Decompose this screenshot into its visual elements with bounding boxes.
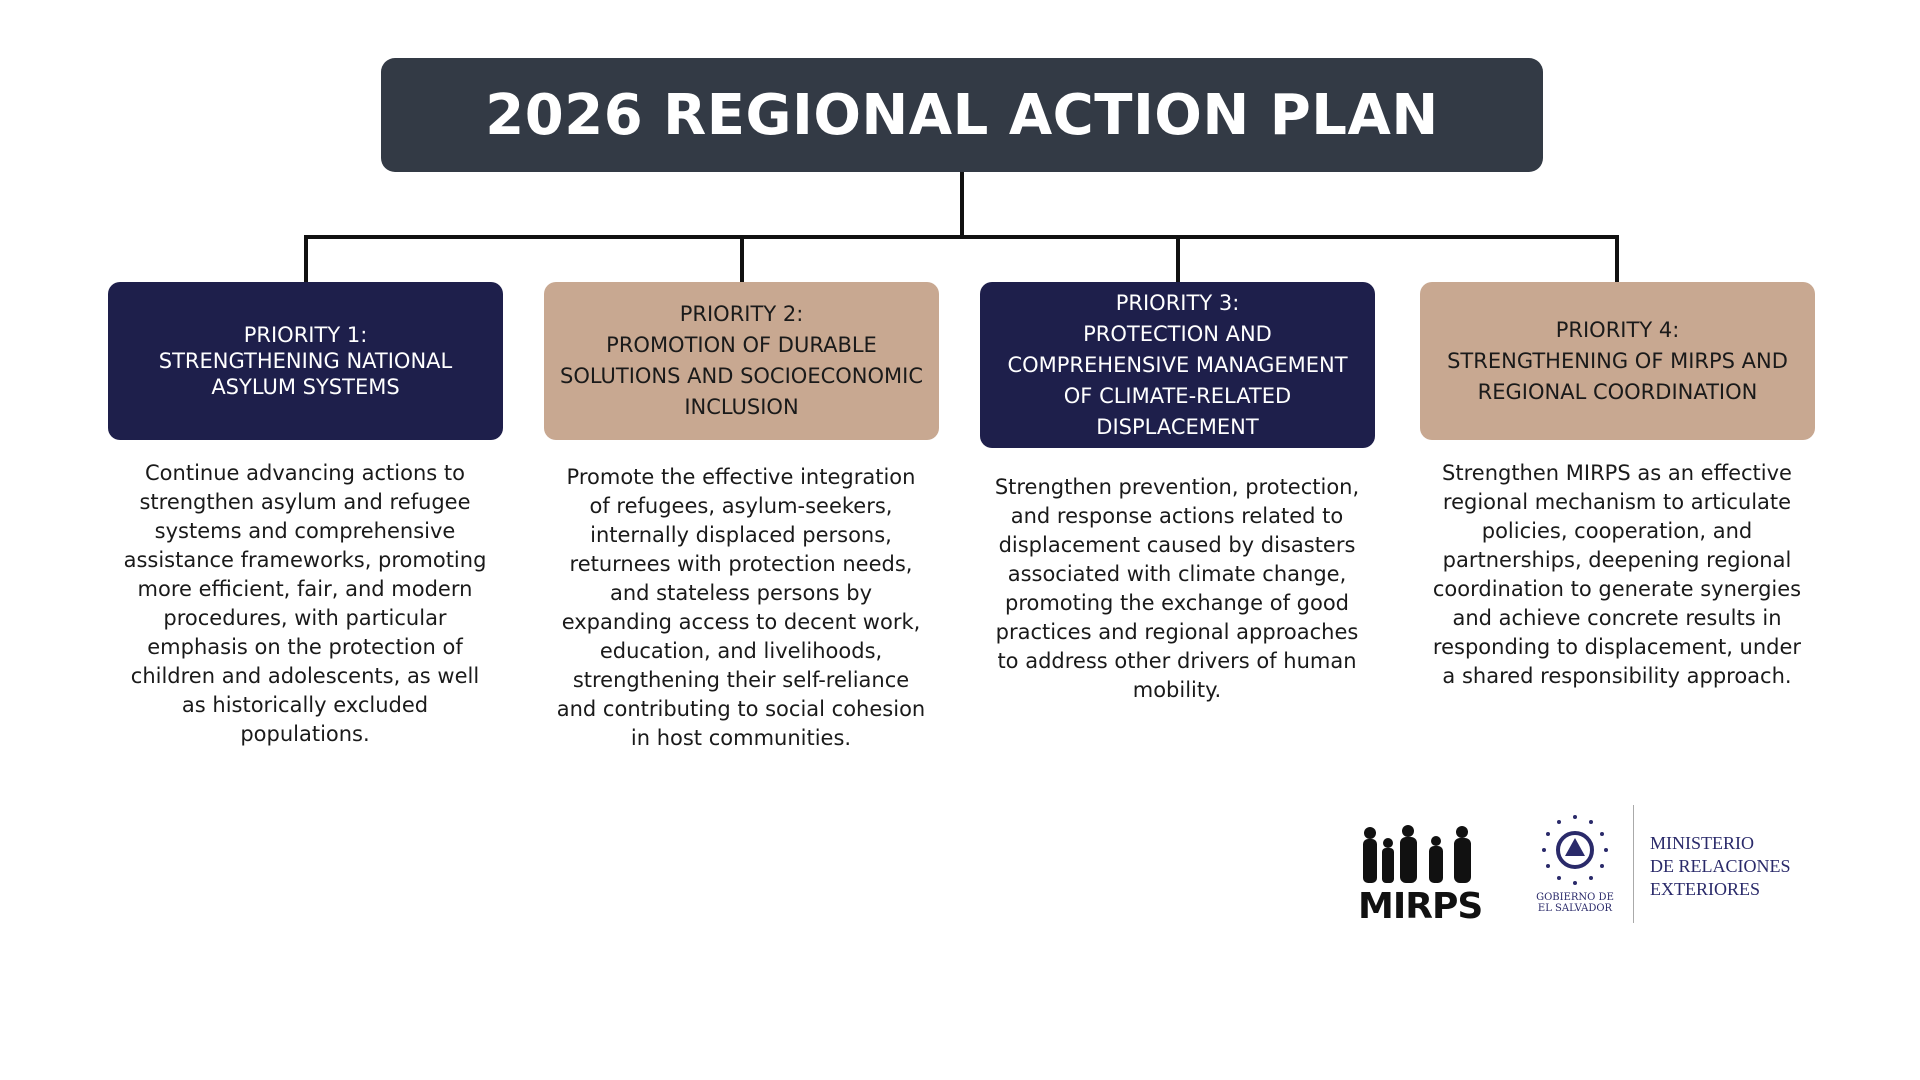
gobierno-label: GOBIERNO DE EL SALVADOR [1536, 892, 1614, 914]
priority-4-description: Strengthen MIRPS as an effective regional mechanism to articulate policies, cooperation, and partnerships, deepening regional coordination to generate synergies and achieve concrete results in responding to displacement, under a shared responsibility approach. [1432, 461, 1802, 688]
priority-1-box: PRIORITY 1: STRENGTHENING NATIONAL ASYLUM SYSTEMS [108, 282, 503, 440]
mirps-wordmark: MIRPS [1358, 886, 1483, 927]
connector-trunk [960, 172, 964, 238]
people-silhouette-icon [1358, 825, 1482, 885]
priority-1-description: Continue advancing actions to strengthen asylum and refugee systems and comprehensive assistance frameworks, promoting more efficient, fair, and modern procedures, with particular emphasis on the protection of children and adolescents, as well as historically excluded populations. [123, 461, 487, 746]
connector-drop-3 [1176, 235, 1180, 283]
priority-4-box: PRIORITY 4: STRENGTHENING OF MIRPS AND REGIONAL COORDINATION [1420, 282, 1815, 440]
page-title: 2026 REGIONAL ACTION PLAN [381, 58, 1543, 172]
priority-2-box: PRIORITY 2: PROMOTION OF DURABLE SOLUTIONS AND SOCIOECONOMIC INCLUSION [544, 282, 939, 440]
priority-3-description: Strengthen prevention, protection, and response actions related to displacement caused by disasters associated with climate change, promoting the exchange of good practices and regional approaches to address other drivers of human mobility. [994, 475, 1360, 702]
mirps-logo [1358, 825, 1488, 925]
el-salvador-seal [1530, 812, 1620, 922]
connector-drop-2 [740, 235, 744, 283]
ministerio-label: MINISTERIO DE RELACIONES EXTERIORES [1650, 833, 1791, 899]
priority-2-description: Promote the effective integration of refugees, asylum-seekers, internally displaced persons, returnees with protection needs, and stateless persons by expanding access to decent work, education, and livelihoods, strengthening their self-reliance and contributing to social cohesion in host communities. [556, 465, 926, 750]
logo-divider [1633, 805, 1634, 923]
connector-drop-1 [304, 235, 308, 283]
connector-drop-4 [1615, 235, 1619, 283]
connector-bar [304, 235, 1619, 239]
priority-3-box: PRIORITY 3: PROTECTION AND COMPREHENSIVE MANAGEMENT OF CLIMATE-RELATED DISPLACEMENT [980, 282, 1375, 448]
coat-of-arms-icon [1535, 812, 1615, 888]
